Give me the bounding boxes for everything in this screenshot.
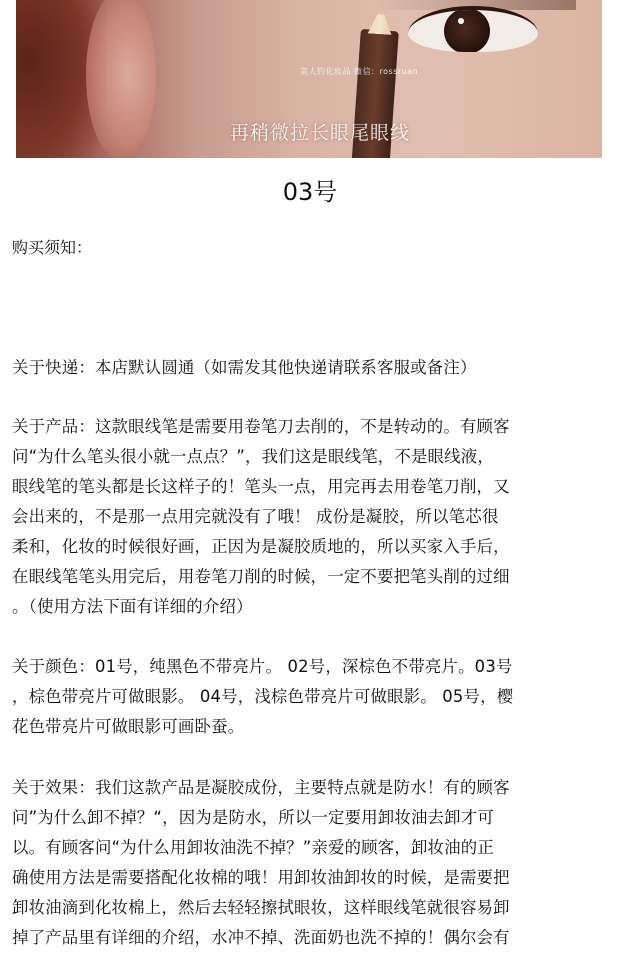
color-line: 关于颜色：01号，纯黑色不带亮片。 02号，深棕色不带亮片。03号 — [12, 657, 513, 676]
effect-line: 问”为什么卸不掉？“，因为是防水，所以一定要用卸妆油去卸才可 — [12, 808, 494, 827]
ear-shape — [86, 0, 156, 158]
color-line: 花色带亮片可做眼影可画卧蚕。 — [12, 717, 245, 736]
product-line: 柔和，化妆的时候很好画，正因为是凝胶质地的，所以买家入手后， — [12, 537, 510, 556]
purchase-notice-heading: 购买须知： — [12, 238, 93, 257]
shade-number-title: 03号 — [282, 178, 338, 206]
express-line: 关于快递：本店默认圆通（如需发其他快递请联系客服或备注） — [12, 358, 477, 377]
product-line: 关于产品：这款眼线笔是需要用卷笔刀去削的，不是转动的。有顾客 — [12, 417, 510, 436]
effect-line: 确使用方法是需要搭配化妆棉的哦！用卸妆油卸妆的时候，是需要把 — [12, 868, 510, 887]
product-line: 会出来的，不是那一点用完就没有了哦！ 成份是凝胶，所以笔芯很 — [12, 507, 499, 526]
effect-section — [12, 773, 612, 953]
effect-line: 以。有顾客问“为什么用卸妆油洗不掉？”亲爱的顾客，卸妆油的正 — [12, 838, 494, 857]
photo-caption: 再稍微拉长眼尾眼线 — [230, 122, 411, 144]
iris-shape — [444, 8, 490, 52]
express-section — [12, 353, 612, 383]
color-line: ，棕色带亮片可做眼影。 04号，浅棕色带亮片可做眼影。 05号，樱 — [12, 687, 514, 706]
product-line: 在眼线笔笔头用完后，用卷笔刀削的时候，一定不要把笔头削的过细 — [12, 567, 510, 586]
product-line: 眼线笔的笔头都是长这样子的！笔头一点，用完再去用卷笔刀削，又 — [12, 477, 510, 496]
effect-line: 掉了产品里有详细的介绍，水冲不掉、洗面奶也洗不掉的！偶尔会有 — [12, 928, 510, 947]
product-demo-photo — [16, 0, 602, 158]
photo-watermark: 美人钓化妆品 微信：rossruan — [300, 67, 419, 76]
effect-line: 卸妆油滴到化妆棉上，然后去轻轻擦拭眼妆，这样眼线笔就很容易卸 — [12, 898, 510, 917]
product-section — [12, 412, 612, 622]
product-line: 问“为什么笔头很小就一点点？”，我们这是眼线笔，不是眼线液， — [12, 447, 494, 466]
effect-line: 关于效果：我们这款产品是凝胶成份，主要特点就是防水！有的顾客 — [12, 778, 510, 797]
color-section — [12, 652, 612, 742]
eye-shape — [408, 6, 538, 52]
product-line: 。（使用方法下面有详细的介绍） — [12, 597, 253, 616]
